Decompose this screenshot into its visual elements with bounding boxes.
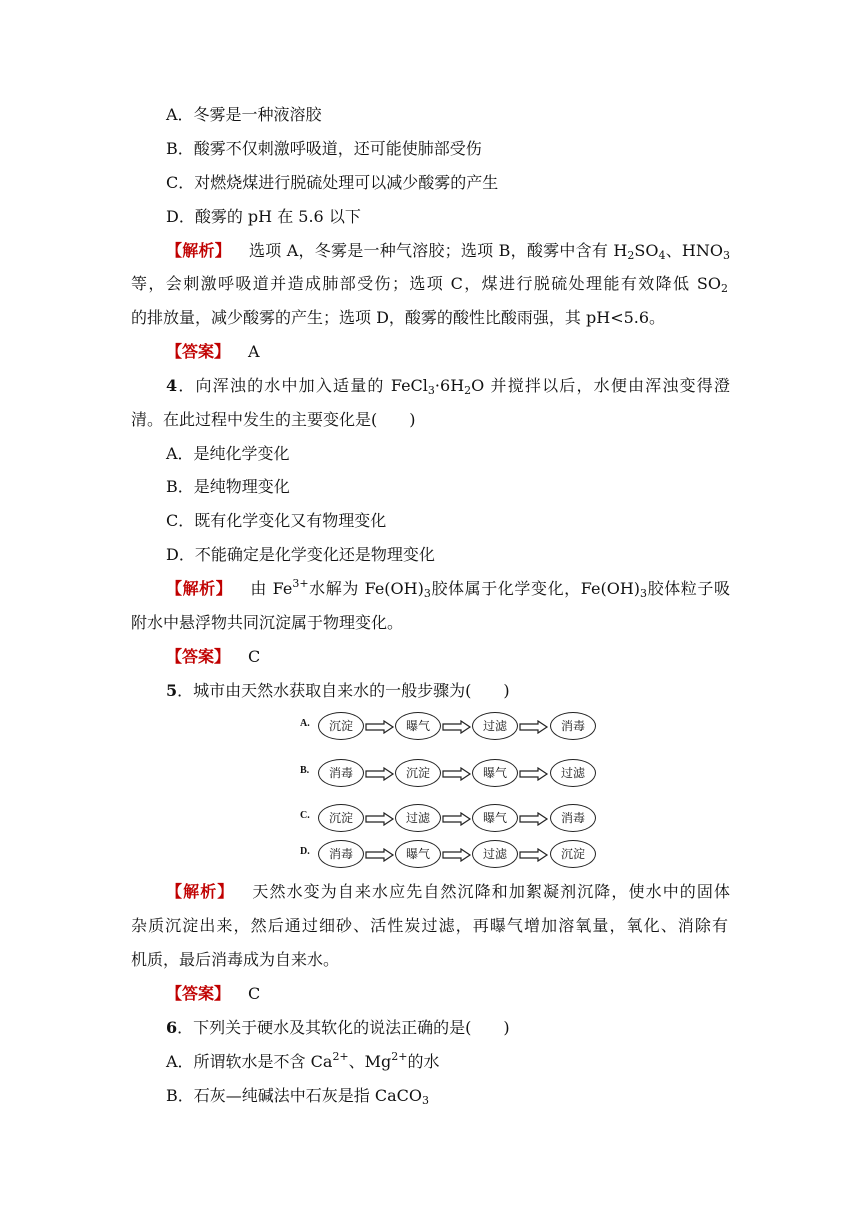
flow-step-oval: 沉淀 xyxy=(395,759,441,787)
arrow-right-icon xyxy=(442,811,472,830)
q4-analysis-line-1: 【解析】 由 $Fe^{3+}$水解为 $Fe(OH)_3$胶体属于化学变化，$Fe(OH)_3$胶体粒子吸 xyxy=(166,577,730,600)
arrow-right-icon xyxy=(365,766,395,785)
q5-stem: 5．城市由天然水获取自来水的一般步骤为( ) xyxy=(166,681,510,700)
q3-answer: 【答案】 A xyxy=(166,342,260,361)
flow-step-oval: 沉淀 xyxy=(318,804,364,832)
flow-row-letter: A. xyxy=(300,718,310,729)
flow-step-oval: 过滤 xyxy=(395,804,441,832)
flow-step-oval: 曝气 xyxy=(395,840,441,868)
arrow-right-icon xyxy=(519,811,549,830)
flow-step-oval: 沉淀 xyxy=(318,712,364,740)
flow-step-oval: 沉淀 xyxy=(550,840,596,868)
flow-step-oval: 过滤 xyxy=(472,840,518,868)
flow-step-oval: 曝气 xyxy=(472,759,518,787)
q5-analysis-line-1: 【解析】 天然水变为自来水应先自然沉降和加絮凝剂沉降，使水中的固体 xyxy=(166,882,730,901)
q6-option-b: B．石灰—纯碱法中石灰是指 CaCO$_3$ xyxy=(166,1086,429,1107)
arrow-right-icon xyxy=(365,811,395,830)
q3-option-a: A．冬雾是一种液溶胶 xyxy=(166,105,322,124)
q4-option-a: A．是纯化学变化 xyxy=(166,444,290,463)
arrow-right-icon xyxy=(442,847,472,866)
flow-step-oval: 消毒 xyxy=(318,759,364,787)
q4-stem-line-1: 4．向浑浊的水中加入适量的 $FeCl_3\cdot 6H_2O$ 并搅拌以后，水便由浑浊变得澄 xyxy=(166,376,730,397)
q5-analysis-line-2: 杂质沉淀出来，然后通过细砂、活性炭过滤，再曝气增加溶氧量，氧化、消除有 xyxy=(131,916,728,935)
q5-analysis-line-3: 机质，最后消毒成为自来水。 xyxy=(131,950,340,969)
arrow-right-icon xyxy=(365,719,395,738)
q3-option-b: B．酸雾不仅刺激呼吸道，还可能使肺部受伤 xyxy=(166,139,482,158)
answer-tag: 【答案】 xyxy=(166,647,231,666)
flow-step-oval: 过滤 xyxy=(550,759,596,787)
q5-answer: 【答案】 C xyxy=(166,984,261,1003)
answer-tag: 【答案】 xyxy=(166,342,231,361)
arrow-right-icon xyxy=(519,719,549,738)
flow-step-oval: 曝气 xyxy=(395,712,441,740)
arrow-right-icon xyxy=(442,766,472,785)
q4-option-d: D．不能确定是化学变化还是物理变化 xyxy=(166,545,435,564)
q4-stem-line-2: 清。在此过程中发生的主要变化是( ) xyxy=(131,410,416,429)
q4-answer: 【答案】 C xyxy=(166,647,261,666)
q3-analysis-line-3: 的排放量，减少酸雾的产生；选项 D，酸雾的酸性比酸雨强，其 pH<5.6。 xyxy=(131,308,666,327)
flow-row-letter: C. xyxy=(300,810,310,821)
q6-stem: 6．下列关于硬水及其软化的说法正确的是( ) xyxy=(166,1018,510,1037)
flow-row-letter: B. xyxy=(300,765,310,776)
flow-step-oval: 消毒 xyxy=(550,804,596,832)
flow-row-letter: D. xyxy=(300,846,310,857)
q4-analysis-line-2: 附水中悬浮物共同沉淀属于物理变化。 xyxy=(131,613,404,632)
analysis-tag: 【解析】 xyxy=(166,882,235,901)
analysis-tag: 【解析】 xyxy=(166,241,231,260)
arrow-right-icon xyxy=(442,719,472,738)
q3-analysis-line-2: 等，会刺激呼吸道并造成肺部受伤；选项 C，煤进行脱硫处理能有效降低 $SO_2$ xyxy=(131,274,728,295)
flow-step-oval: 消毒 xyxy=(318,840,364,868)
flow-step-oval: 过滤 xyxy=(472,712,518,740)
q3-option-c: C．对燃烧煤进行脱硫处理可以减少酸雾的产生 xyxy=(166,173,499,192)
flow-step-oval: 消毒 xyxy=(550,712,596,740)
flow-step-oval: 曝气 xyxy=(472,804,518,832)
q4-option-b: B．是纯物理变化 xyxy=(166,477,290,496)
answer-tag: 【答案】 xyxy=(166,984,231,1003)
q6-option-a: A．所谓软水是不含 $Ca^{2+}$、$Mg^{2+}$的水 xyxy=(166,1050,440,1071)
q3-option-d: D．酸雾的 pH 在 5.6 以下 xyxy=(166,207,361,226)
analysis-tag: 【解析】 xyxy=(166,579,233,598)
q4-option-c: C．既有化学变化又有物理变化 xyxy=(166,511,387,530)
arrow-right-icon xyxy=(519,766,549,785)
arrow-right-icon xyxy=(365,847,395,866)
arrow-right-icon xyxy=(519,847,549,866)
q3-analysis-line-1: 【解析】 选项 A，冬雾是一种气溶胶；选项 B，酸雾中含有 $H_2SO_4$、$HNO_3$ xyxy=(166,241,730,262)
